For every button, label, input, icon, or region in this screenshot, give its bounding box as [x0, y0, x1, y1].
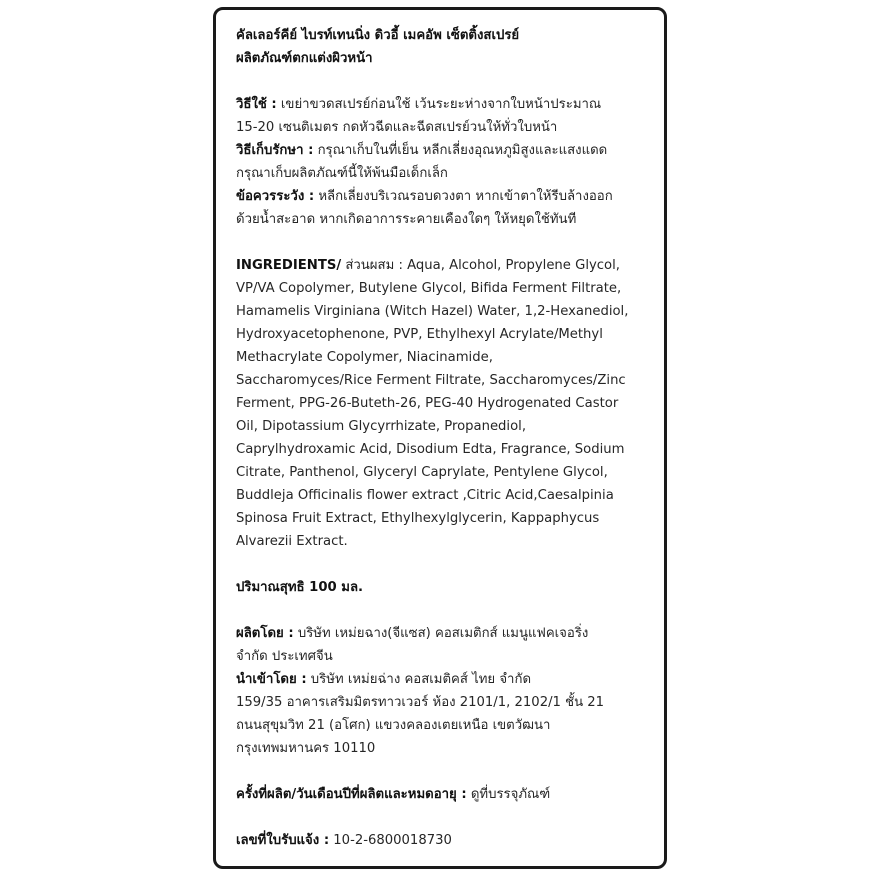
importer-line-1 [236, 668, 652, 691]
storage-text-1: กรุณาเก็บในที่เย็น หลีกเลี่ยงอุณหภูมิสูงและแสงแดด [317, 143, 608, 158]
importer-text-1: บริษัท เหม่ยฉ่าง คอสเมติคส์ ไทย จำกัด [310, 672, 532, 687]
ingredients-line: VP/VA Copolymer, Butylene Glycol, Bifida Ferment Filtrate, [236, 281, 622, 296]
registration-label: เลขที่ใบรับแจ้ง : [236, 833, 330, 848]
caution-text-1: หลีกเลี่ยงบริเวณรอบดวงตา หากเข้าตาให้รีบล้างออก [318, 189, 613, 204]
ingredients-line: Alvarezii Extract. [236, 534, 348, 549]
ingredients-line: Caprylhydroxamic Acid, Disodium Edta, Fragrance, Sodium [236, 442, 625, 457]
net-quantity: ปริมาณสุทธิ 100 มล. [236, 580, 364, 595]
ingredients-line-1 [236, 254, 652, 277]
product-title: คัลเลอร์คีย์ ไบรท์เทนนิ่ง ดิวอี้ เมคอัพ เซ็ตติ้งสเปรย์ [236, 28, 520, 43]
product-category: ผลิตภัณฑ์ตกแต่งผิวหน้า [236, 51, 373, 66]
ingredients-text-1: ส่วนผสม : Aqua, Alcohol, Propylene Glycol, [341, 258, 620, 273]
manufacturer-line-1 [236, 622, 652, 645]
ingredients-label: INGREDIENTS/ [236, 258, 342, 273]
ingredients-line: Ferment, PPG-26-Buteth-26, PEG-40 Hydrogenated Castor [236, 396, 619, 411]
dates-value: ดูที่บรรจุภัณฑ์ [470, 787, 551, 802]
registration-value: 10-2-6800018730 [333, 833, 452, 848]
usage-label: วิธีใช้ : [236, 97, 277, 112]
ingredients-line: Oil, Dipotassium Glycyrrhizate, Propanediol, [236, 419, 527, 434]
manufacturer-label: ผลิตโดย : [236, 626, 294, 641]
dates-label: ครั้งที่ผลิต/วันเดือนปีที่ผลิตและหมดอายุ : [236, 787, 467, 802]
usage-text-1: เขย่าขวดสเปรย์ก่อนใช้ เว้นระยะห่างจากใบหน้าประมาณ [280, 97, 602, 112]
storage-line-1 [236, 139, 652, 162]
storage-text-2: กรุณาเก็บผลิตภัณฑ์นี้ให้พ้นมือเด็กเล็ก [236, 166, 448, 181]
registration-line [236, 829, 652, 852]
ingredients-line: Saccharomyces/Rice Ferment Filtrate, Saccharomyces/Zinc [236, 373, 626, 388]
usage-text-2: 15-20 เซนติเมตร กดหัวฉีดและฉีดสเปรย์วนให้ทั่วใบหน้า [236, 120, 558, 135]
caution-text-2: ด้วยน้ำสะอาด หากเกิดอาการระคายเคืองใดๆ ให้หยุดใช้ทันที [236, 212, 577, 227]
ingredients-line: Buddleja Officinalis flower extract ,Citric Acid,Caesalpinia [236, 488, 614, 503]
importer-label: นำเข้าโดย : [236, 672, 307, 687]
importer-address-2: ถนนสุขุมวิท 21 (อโศก) แขวงคลองเตยเหนือ เขตวัฒนา [236, 718, 551, 733]
caution-line-1 [236, 185, 652, 208]
importer-address-3: กรุงเทพมหานคร 10110 [236, 741, 376, 756]
dates-line [236, 783, 652, 806]
caution-label: ข้อควรระวัง : [236, 189, 315, 204]
importer-address-1: 159/35 อาคารเสริมมิตรทาวเวอร์ ห้อง 2101/1, 2102/1 ชั้น 21 [236, 695, 605, 710]
label-card [213, 7, 667, 869]
manufacturer-text-1: บริษัท เหม่ยฉาง(จีแซส) คอสเมติกส์ แมนูแฟคเจอริ่ง [297, 626, 589, 641]
ingredients-line: Hydroxyacetophenone, PVP, Ethylhexyl Acrylate/Methyl [236, 327, 603, 342]
ingredients-line: Spinosa Fruit Extract, Ethylhexylglycerin, Kappaphycus [236, 511, 600, 526]
label-content [236, 24, 652, 852]
ingredients-line: Citrate, Panthenol, Glyceryl Caprylate, Pentylene Glycol, [236, 465, 608, 480]
ingredients-line: Methacrylate Copolymer, Niacinamide, [236, 350, 493, 365]
ingredients-line: Hamamelis Virginiana (Witch Hazel) Water, 1,2-Hexanediol, [236, 304, 629, 319]
storage-label: วิธีเก็บรักษา : [236, 143, 314, 158]
manufacturer-text-2: จำกัด ประเทศจีน [236, 649, 333, 664]
usage-line-1 [236, 93, 652, 116]
